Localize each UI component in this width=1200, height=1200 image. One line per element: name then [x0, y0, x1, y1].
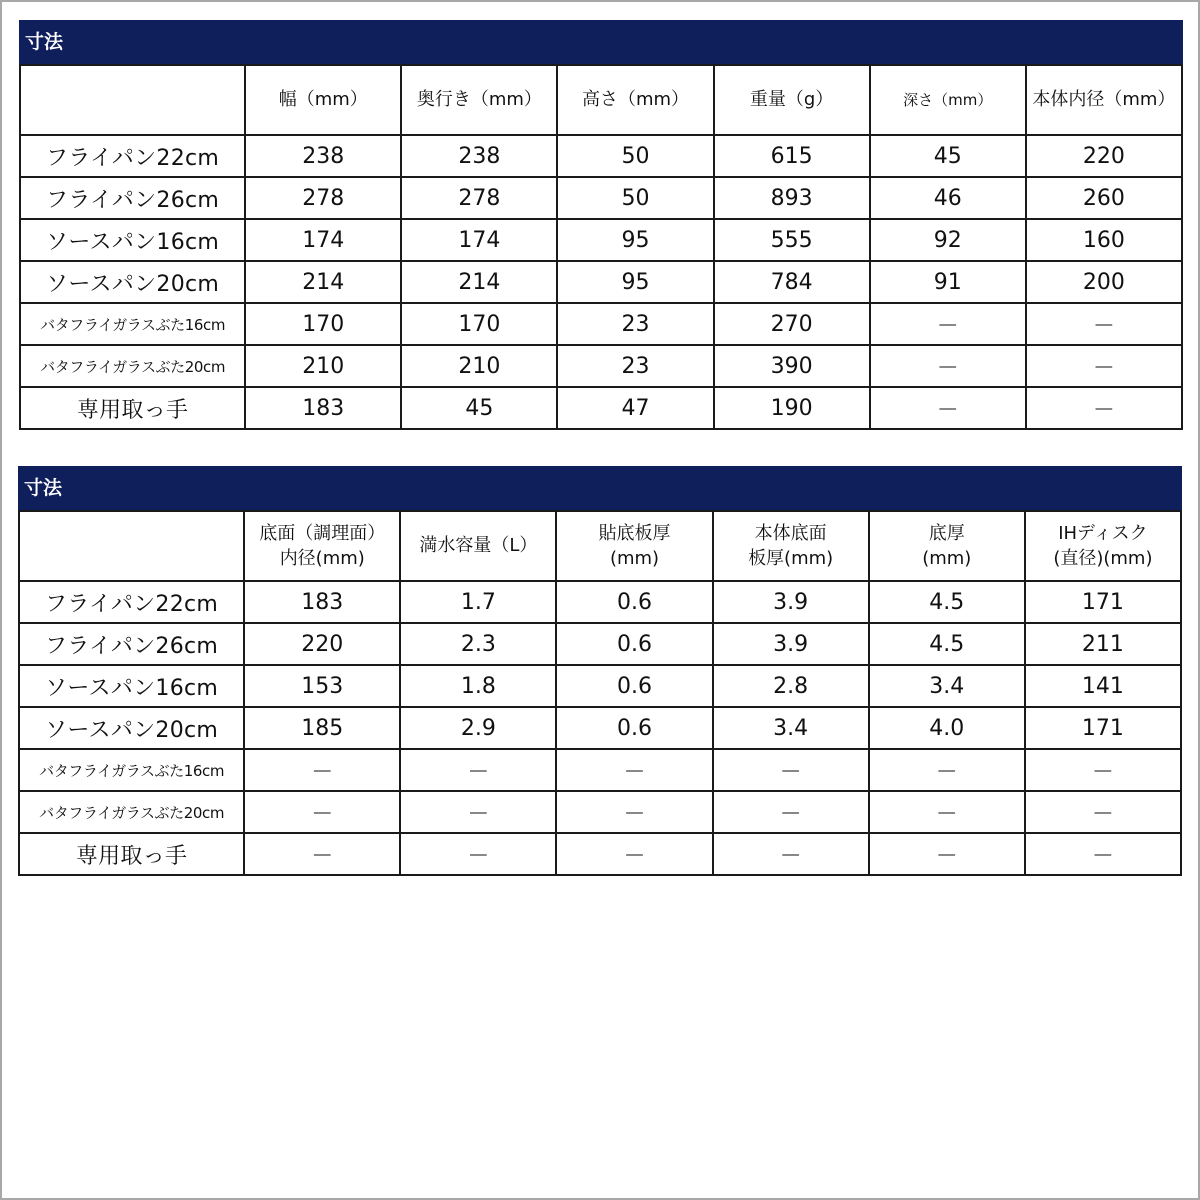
column-header: 重量（g） [714, 65, 870, 135]
table-row [20, 135, 1182, 177]
table-cell: 555 [714, 219, 870, 261]
table-cell: 214 [401, 261, 557, 303]
row-label: ソースパン16cm [20, 219, 245, 261]
table-cell: 45 [401, 387, 557, 429]
table-cell: 4.5 [869, 623, 1025, 665]
table-cell: 183 [244, 581, 400, 623]
table-cell: 141 [1025, 665, 1181, 707]
column-header: 貼底板厚 (mm) [556, 511, 712, 581]
table-cell: － [869, 833, 1025, 875]
row-label: バタフライガラスぶた16cm [20, 303, 245, 345]
column-header: 満水容量（L） [400, 511, 556, 581]
table-cell: 23 [557, 345, 713, 387]
table-cell: － [713, 791, 869, 833]
table-cell: 0.6 [556, 581, 712, 623]
table-row [20, 303, 1182, 345]
table-cell: － [1026, 303, 1182, 345]
table-cell: 45 [870, 135, 1026, 177]
table-row [19, 665, 1181, 707]
table-cell: － [556, 749, 712, 791]
table-row [19, 791, 1181, 833]
table-row [19, 581, 1181, 623]
table-cell: 185 [244, 707, 400, 749]
table-cell: － [869, 749, 1025, 791]
row-label: ソースパン16cm [19, 665, 244, 707]
table-title: 寸法 [18, 466, 1182, 510]
column-header: 幅（mm） [245, 65, 401, 135]
table-cell: 4.5 [869, 581, 1025, 623]
table-row [20, 219, 1182, 261]
table-cell: 23 [557, 303, 713, 345]
dimensions-table-2 [18, 466, 1182, 876]
table-cell: 784 [714, 261, 870, 303]
table-cell: － [244, 749, 400, 791]
row-label: フライパン22cm [19, 581, 244, 623]
table-cell: 0.6 [556, 707, 712, 749]
table-cell: 1.8 [400, 665, 556, 707]
column-header: 奥行き（mm） [401, 65, 557, 135]
row-label: バタフライガラスぶた20cm [19, 791, 244, 833]
column-header: 底面（調理面） 内径(mm) [244, 511, 400, 581]
table-cell: － [1026, 387, 1182, 429]
table-cell: － [713, 833, 869, 875]
table-cell: 2.8 [713, 665, 869, 707]
table-cell: 238 [245, 135, 401, 177]
table-cell: 95 [557, 261, 713, 303]
table-cell: － [1025, 749, 1181, 791]
table-cell: 893 [714, 177, 870, 219]
row-label: フライパン26cm [20, 177, 245, 219]
row-label: ソースパン20cm [20, 261, 245, 303]
table-cell: － [713, 749, 869, 791]
table-row [20, 345, 1182, 387]
table-cell: 278 [401, 177, 557, 219]
row-label: ソースパン20cm [19, 707, 244, 749]
table-cell: 615 [714, 135, 870, 177]
row-label: フライパン22cm [20, 135, 245, 177]
table-cell: 50 [557, 177, 713, 219]
table-row [19, 749, 1181, 791]
table-cell: 270 [714, 303, 870, 345]
row-label: バタフライガラスぶた16cm [19, 749, 244, 791]
row-label: フライパン26cm [19, 623, 244, 665]
column-header: 底厚 (mm) [869, 511, 1025, 581]
table-row [19, 707, 1181, 749]
table-cell: － [1025, 833, 1181, 875]
table-row [19, 623, 1181, 665]
table-cell: － [556, 791, 712, 833]
table-cell: 211 [1025, 623, 1181, 665]
table-cell: 3.4 [869, 665, 1025, 707]
table-cell: － [400, 791, 556, 833]
row-label: 専用取っ手 [19, 833, 244, 875]
table-cell: － [870, 303, 1026, 345]
table-row [20, 177, 1182, 219]
table-cell: 0.6 [556, 665, 712, 707]
table-cell: － [244, 833, 400, 875]
table-cell: 1.7 [400, 581, 556, 623]
row-label: 専用取っ手 [20, 387, 245, 429]
table-cell: 170 [245, 303, 401, 345]
table-cell: 160 [1026, 219, 1182, 261]
table-cell: 3.4 [713, 707, 869, 749]
table-cell: 0.6 [556, 623, 712, 665]
table-cell: － [400, 749, 556, 791]
table-cell: － [244, 791, 400, 833]
column-header: IHディスク (直径)(mm) [1025, 511, 1181, 581]
table-cell: 214 [245, 261, 401, 303]
table-cell: 220 [244, 623, 400, 665]
table-cell: － [556, 833, 712, 875]
corner-cell [20, 65, 245, 135]
table-cell: 47 [557, 387, 713, 429]
table-cell: 390 [714, 345, 870, 387]
table-cell: － [1026, 345, 1182, 387]
table-cell: 278 [245, 177, 401, 219]
corner-cell [19, 511, 244, 581]
table-cell: 170 [401, 303, 557, 345]
table-cell: 3.9 [713, 623, 869, 665]
column-header: 本体内径（mm） [1026, 65, 1182, 135]
table-cell: 46 [870, 177, 1026, 219]
table-cell: 95 [557, 219, 713, 261]
table-cell: 171 [1025, 707, 1181, 749]
table-row [19, 833, 1181, 875]
column-header: 深さ（mm） [870, 65, 1026, 135]
table-cell: － [1025, 791, 1181, 833]
spec-table [18, 510, 1182, 876]
table-title: 寸法 [19, 20, 1183, 64]
table-cell: － [869, 791, 1025, 833]
table-row [20, 387, 1182, 429]
table-cell: 50 [557, 135, 713, 177]
table-cell: 260 [1026, 177, 1182, 219]
column-header: 高さ（mm） [557, 65, 713, 135]
table-cell: － [870, 345, 1026, 387]
table-cell: 4.0 [869, 707, 1025, 749]
header-row [19, 511, 1181, 581]
table-cell: 91 [870, 261, 1026, 303]
table-cell: 174 [401, 219, 557, 261]
table-cell: 210 [245, 345, 401, 387]
table-cell: 200 [1026, 261, 1182, 303]
table-row [20, 261, 1182, 303]
row-label: バタフライガラスぶた20cm [20, 345, 245, 387]
table-cell: 2.3 [400, 623, 556, 665]
spec-table [19, 64, 1183, 430]
table-cell: 190 [714, 387, 870, 429]
table-cell: 174 [245, 219, 401, 261]
dimensions-table-1 [19, 20, 1183, 430]
column-header: 本体底面 板厚(mm) [713, 511, 869, 581]
table-cell: 220 [1026, 135, 1182, 177]
table-cell: 183 [245, 387, 401, 429]
table-cell: 2.9 [400, 707, 556, 749]
table-cell: 3.9 [713, 581, 869, 623]
table-cell: 210 [401, 345, 557, 387]
table-cell: － [400, 833, 556, 875]
table-cell: 238 [401, 135, 557, 177]
table-cell: 171 [1025, 581, 1181, 623]
header-row [20, 65, 1182, 135]
table-cell: － [870, 387, 1026, 429]
table-cell: 153 [244, 665, 400, 707]
table-cell: 92 [870, 219, 1026, 261]
